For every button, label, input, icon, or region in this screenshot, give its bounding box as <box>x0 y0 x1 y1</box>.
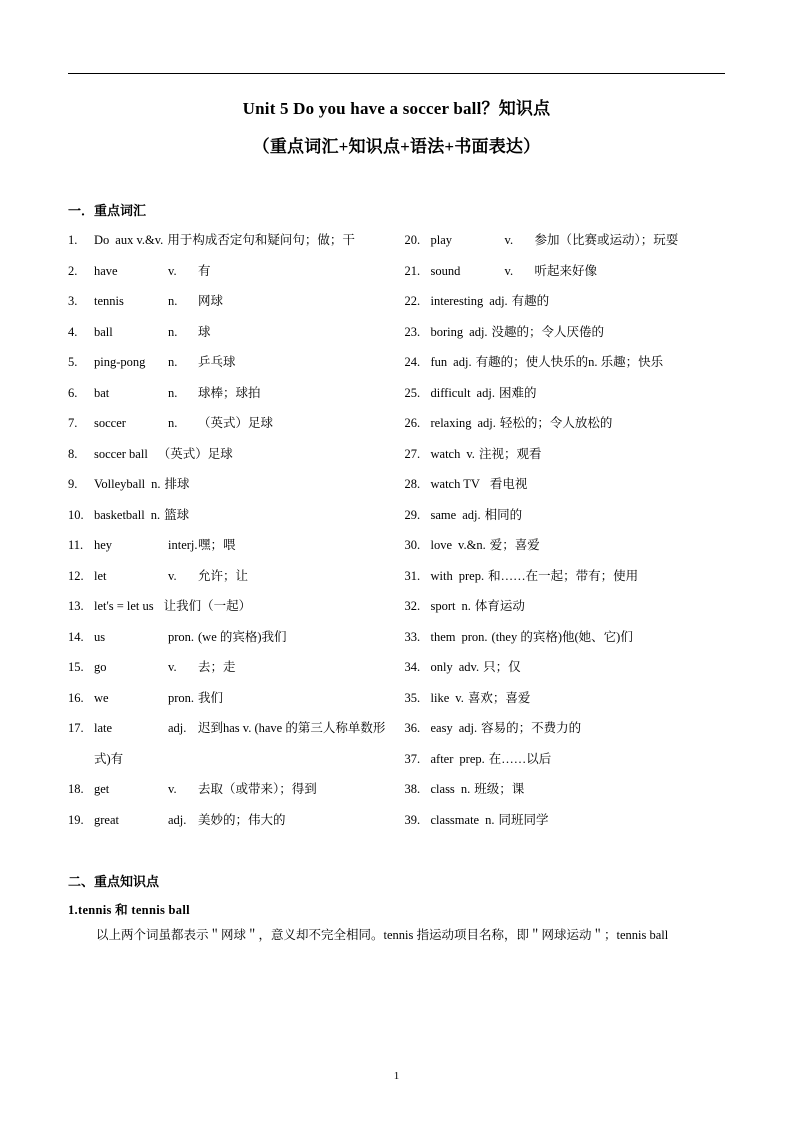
vocabulary-entry-part-of-speech: adj. <box>458 721 478 735</box>
vocabulary-entry-part-of-speech: prep. <box>458 568 485 583</box>
vocabulary-entry-word: after <box>430 751 454 766</box>
vocabulary-entry-word: sport <box>430 599 456 613</box>
vocabulary-entry-part-of-speech: n. <box>168 324 178 339</box>
vocabulary-entry <box>405 256 726 287</box>
vocabulary-entry-word: we <box>94 690 109 705</box>
vocabulary-entry-number: 5. <box>68 355 78 369</box>
vocabulary-entry-word: hey <box>94 538 113 552</box>
vocabulary-entry-body <box>94 225 397 256</box>
vocabulary-entry-part-of-speech: n. <box>150 507 161 522</box>
vocabulary-entry <box>68 530 397 561</box>
vocabulary-entry-meaning: 同班同学 <box>498 812 549 827</box>
vocabulary-entry-number: 23. <box>404 324 421 339</box>
vocabulary-entry-meaning: 听起来好像 <box>534 263 598 278</box>
vocabulary-entry-meaning: 有趣的 <box>511 294 550 308</box>
vocabulary-entry-body <box>94 500 397 531</box>
vocabulary-entry-meaning: 轻松的；令人放松的 <box>499 416 613 430</box>
vocabulary-entry-body <box>431 683 726 714</box>
vocabulary-entry <box>68 622 397 653</box>
vocabulary-entry-body <box>431 652 726 683</box>
vocabulary-entry-meaning: 迟到has v. (have 的第三人称单数形式)有 <box>94 721 386 766</box>
vocabulary-entry-meaning: 相同的 <box>484 507 523 522</box>
vocabulary-entry-meaning: 美妙的；伟大的 <box>198 812 286 827</box>
vocabulary-entry-part-of-speech: v. <box>168 660 177 674</box>
vocabulary-entry-body <box>431 805 726 836</box>
vocabulary-entry-word: relaxing <box>430 416 472 430</box>
vocabulary-entry-word: us <box>94 629 106 644</box>
vocabulary-entry-word: only <box>430 660 453 674</box>
vocabulary-entry-body <box>431 591 726 622</box>
page-number: 1 <box>393 1070 400 1082</box>
subsection-heading-tennis: 1.tennis 和 tennis ball <box>68 903 190 917</box>
vocabulary-entry-word: Do <box>94 233 110 247</box>
vocabulary-entry-meaning: 体育运动 <box>474 599 525 613</box>
vocabulary-entry-body <box>94 347 397 378</box>
vocabulary-entry-body <box>431 774 726 805</box>
vocabulary-entry <box>405 591 726 622</box>
vocabulary-entry-word: Volleyball <box>94 477 146 491</box>
vocabulary-entry-part-of-speech: adj. <box>477 416 496 430</box>
vocabulary-entry-part-of-speech: v. <box>455 690 464 705</box>
vocabulary-entry <box>68 439 397 470</box>
vocabulary-entry <box>68 286 397 317</box>
vocabulary-entry-part-of-speech: n. <box>460 782 471 796</box>
vocabulary-entry-word: classmate <box>430 812 480 827</box>
vocabulary-entry <box>68 317 397 348</box>
vocabulary-entry-body <box>431 439 726 470</box>
page-title-line-2: （重点词汇+知识点+语法+书面表达） <box>252 137 541 156</box>
vocabulary-entry-body <box>94 561 397 592</box>
vocabulary-entry-body <box>431 713 726 744</box>
vocabulary-entry-number: 4. <box>68 324 78 339</box>
vocabulary-entry-part-of-speech: v. <box>504 263 514 278</box>
vocabulary-entry-body <box>94 378 397 409</box>
vocabulary-entry-meaning: 排球 <box>164 477 190 491</box>
vocabulary-entry <box>68 561 397 592</box>
vocabulary-entry-word: late <box>94 721 113 735</box>
vocabulary-entry-part-of-speech: pron. <box>168 629 195 644</box>
vocabulary-entry-number: 2. <box>68 263 78 278</box>
vocabulary-entry-meaning: 球棒；球拍 <box>198 385 261 400</box>
vocabulary-entry-number: 15. <box>68 660 84 674</box>
vocabulary-entry-meaning: 班级；课 <box>474 782 525 796</box>
vocabulary-entry-word: get <box>94 782 110 796</box>
vocabulary-entry-part-of-speech: pron. <box>168 690 195 705</box>
vocabulary-entry-number: 33. <box>404 629 421 644</box>
vocabulary-entry-part-of-speech: v. <box>168 568 177 583</box>
vocabulary-entry-number: 16. <box>68 690 84 705</box>
vocabulary-entry-body <box>94 805 397 836</box>
vocabulary-entry-word: boring <box>430 324 464 339</box>
vocabulary-entry-number: 35. <box>404 690 421 705</box>
vocabulary-entry-part-of-speech: n. <box>168 385 178 400</box>
vocabulary-entry-number: 6. <box>68 385 78 400</box>
vocabulary-entry-part-of-speech: n. <box>151 477 161 491</box>
vocabulary-entry-number: 29. <box>404 507 421 522</box>
vocabulary-entry-meaning: 看电视 <box>489 477 528 491</box>
vocabulary-entry-word: ping-pong <box>94 355 146 369</box>
vocabulary-entry-word: fun <box>430 355 448 369</box>
vocabulary-entry-number: 17. <box>68 721 84 735</box>
vocabulary-entry <box>405 500 726 531</box>
vocabulary-entry-part-of-speech: adj. <box>469 324 488 339</box>
vocabulary-entry-number: 10. <box>68 507 84 522</box>
vocabulary-entry <box>68 683 397 714</box>
vocabulary-entry <box>405 652 726 683</box>
vocabulary-entry-part-of-speech: adj. <box>462 507 481 522</box>
vocabulary-entry-word: ball <box>94 324 113 339</box>
vocabulary-entry <box>405 683 726 714</box>
vocabulary-entry-number: 22. <box>404 294 421 308</box>
vocabulary-entry-word: go <box>94 660 107 674</box>
vocabulary-entry-part-of-speech: adj. <box>489 294 508 308</box>
vocabulary-entry-part-of-speech: v. <box>466 446 475 461</box>
vocabulary-entry <box>405 408 726 439</box>
vocabulary-entry-body <box>94 622 397 653</box>
vocabulary-entry-part-of-speech: prep. <box>459 751 485 766</box>
vocabulary-entry-meaning: 允许；让 <box>198 568 249 583</box>
vocabulary-entry-part-of-speech: v.&n. <box>458 538 486 552</box>
vocabulary-column-right <box>397 225 726 835</box>
vocabulary-entry-meaning: 在……以后 <box>488 751 552 766</box>
vocabulary-entry-meaning: 有 <box>198 263 211 278</box>
vocabulary-entry-number: 34. <box>404 660 421 674</box>
vocabulary-entry-word: with <box>430 568 453 583</box>
vocabulary-entry-part-of-speech: n. <box>168 294 178 308</box>
vocabulary-entry <box>68 500 397 531</box>
vocabulary-entry <box>68 378 397 409</box>
vocabulary-entry-body <box>94 713 397 774</box>
vocabulary-entry-meaning: 没趣的；令人厌倦的 <box>491 324 605 339</box>
vocabulary-entry-word: difficult <box>430 385 471 400</box>
vocabulary-entry <box>405 805 726 836</box>
vocabulary-entry-word: sound <box>430 263 461 278</box>
vocabulary-entry <box>68 652 397 683</box>
vocabulary-entry <box>405 530 726 561</box>
section-heading-key-points: 二、重点知识点 <box>68 874 160 889</box>
vocabulary-entry-number: 12. <box>68 568 84 583</box>
vocabulary-entry <box>405 225 726 256</box>
vocabulary-entry-number: 7. <box>68 416 78 430</box>
vocabulary-entry-number: 9. <box>68 477 78 491</box>
vocabulary-entry-number: 25. <box>404 385 421 400</box>
vocabulary-entry-part-of-speech: adj. <box>453 355 472 369</box>
vocabulary-entry <box>405 744 726 775</box>
vocabulary-entry-meaning: 去取（或带来）；得到 <box>198 782 317 796</box>
vocabulary-entry-body <box>94 652 397 683</box>
vocabulary-entry-body <box>431 256 726 287</box>
vocabulary-entry-word: soccer <box>94 416 126 430</box>
vocabulary-entry-meaning: （英式）足球 <box>157 446 233 461</box>
vocabulary-entry-body <box>94 439 397 470</box>
vocabulary-entry-word: let's = let us <box>94 599 154 613</box>
section-heading-vocabulary: 一．重点词汇 <box>68 203 147 218</box>
vocabulary-entry <box>405 622 726 653</box>
vocabulary-entry-word: have <box>94 263 118 278</box>
vocabulary-entry-meaning: 乒乓球 <box>198 355 236 369</box>
vocabulary-entry-part-of-speech: n. <box>485 812 495 827</box>
vocabulary-entry-meaning: 嘿；喂 <box>198 538 236 552</box>
vocabulary-entry <box>405 713 726 744</box>
vocabulary-entry-part-of-speech: adj. <box>168 812 187 827</box>
vocabulary-entry-part-of-speech: aux v.&v. <box>115 233 164 247</box>
paragraph-tennis-explanation: 以上两个词虽都表示＂网球＂，意义却不完全相同。tennis 指运动项目名称，即＂网球运动＂；tennis ball <box>96 928 669 942</box>
vocabulary-entry-body <box>94 469 397 500</box>
vocabulary-columns <box>68 225 725 835</box>
vocabulary-column-left <box>68 225 397 835</box>
vocabulary-entry-word: like <box>430 690 450 705</box>
vocabulary-entry-part-of-speech: n. <box>168 416 178 430</box>
vocabulary-entry-body <box>431 286 726 317</box>
vocabulary-entry-body <box>94 408 397 439</box>
vocabulary-entry-body <box>431 225 726 256</box>
vocabulary-entry-part-of-speech: v. <box>168 263 177 278</box>
vocabulary-entry-meaning: 用于构成否定句和疑问句；做；干 <box>167 233 355 247</box>
vocabulary-entry-meaning: 让我们（一起） <box>163 599 252 613</box>
vocabulary-entry <box>405 347 726 378</box>
vocabulary-entry-meaning: 参加（比赛或运动）；玩耍 <box>534 233 679 247</box>
vocabulary-entry-word: them <box>430 629 456 644</box>
vocabulary-entry-number: 28. <box>404 477 421 491</box>
vocabulary-entry-part-of-speech: n. <box>168 355 178 369</box>
vocabulary-entry-body <box>431 378 726 409</box>
vocabulary-entry-meaning: 容易的；不费力的 <box>481 721 582 735</box>
vocabulary-entry-body <box>431 469 726 500</box>
vocabulary-entry-body <box>94 683 397 714</box>
vocabulary-entry-word: watch <box>430 446 461 461</box>
vocabulary-entry-body <box>431 500 726 531</box>
vocabulary-entry-meaning: 我们 <box>198 690 224 705</box>
vocabulary-entry-word: interesting <box>430 294 484 308</box>
vocabulary-entry-number: 32. <box>404 599 421 613</box>
vocabulary-entry-number: 8. <box>68 446 78 461</box>
vocabulary-entry-number: 39. <box>404 812 421 827</box>
page-title-line-1: Unit 5 Do you have a soccer ball？知识点 <box>242 99 551 118</box>
vocabulary-entry-word: soccer ball <box>94 446 148 461</box>
vocabulary-entry-meaning: 篮球 <box>164 507 190 522</box>
vocabulary-entry-meaning: 球 <box>198 324 211 339</box>
vocabulary-entry-body <box>94 591 397 622</box>
vocabulary-entry-part-of-speech: v. <box>504 233 514 247</box>
vocabulary-entry-body <box>431 622 726 653</box>
vocabulary-entry-meaning: （英式）足球 <box>198 416 274 430</box>
vocabulary-entry-part-of-speech: adv. <box>458 660 480 674</box>
vocabulary-entry-number: 3. <box>68 294 78 308</box>
vocabulary-entry-meaning: 有趣的；使人快乐的n. 乐趣；快乐 <box>475 355 664 369</box>
vocabulary-entry-meaning: 去；走 <box>198 660 236 674</box>
vocabulary-entry <box>405 378 726 409</box>
vocabulary-entry-meaning: 喜欢；喜爱 <box>467 690 531 705</box>
vocabulary-entry-word: watch TV <box>430 477 480 491</box>
vocabulary-entry-part-of-speech: pron. <box>461 629 488 644</box>
vocabulary-entry-body <box>431 744 726 775</box>
vocabulary-entry <box>405 286 726 317</box>
vocabulary-entry-body <box>94 530 397 561</box>
vocabulary-entry-meaning: 困难的 <box>498 385 537 400</box>
vocabulary-entry-word: play <box>430 233 453 247</box>
vocabulary-entry-meaning: 和……在一起；带有；使用 <box>488 568 639 583</box>
vocabulary-entry-number: 37. <box>404 751 421 766</box>
vocabulary-entry-word: class <box>430 782 455 796</box>
vocabulary-entry <box>405 561 726 592</box>
vocabulary-entry <box>68 805 397 836</box>
vocabulary-entry-word: tennis <box>94 294 124 308</box>
vocabulary-entry-number: 30. <box>404 538 421 552</box>
vocabulary-entry-part-of-speech: interj. <box>168 538 198 552</box>
vocabulary-entry-part-of-speech: adj. <box>168 721 187 735</box>
vocabulary-entry-number: 36. <box>404 721 421 735</box>
vocabulary-entry <box>405 774 726 805</box>
vocabulary-entry-number: 13. <box>68 599 84 613</box>
vocabulary-entry <box>68 774 397 805</box>
vocabulary-entry <box>68 408 397 439</box>
vocabulary-entry-part-of-speech: n. <box>461 599 471 613</box>
vocabulary-entry-word: same <box>430 507 457 522</box>
vocabulary-entry <box>68 713 397 774</box>
vocabulary-entry-meaning: 网球 <box>198 294 224 308</box>
vocabulary-entry-word: bat <box>94 385 110 400</box>
vocabulary-entry-word: great <box>94 812 119 827</box>
vocabulary-entry-body <box>431 408 726 439</box>
vocabulary-entry <box>405 317 726 348</box>
vocabulary-entry <box>68 347 397 378</box>
vocabulary-entry-number: 24. <box>404 355 421 369</box>
vocabulary-entry-part-of-speech: adj. <box>476 385 495 400</box>
vocabulary-entry-number: 1. <box>68 233 78 247</box>
vocabulary-entry-body <box>431 347 726 378</box>
vocabulary-entry-body <box>94 774 397 805</box>
vocabulary-entry-meaning: 注视；观看 <box>478 446 542 461</box>
vocabulary-entry-part-of-speech: v. <box>168 782 177 796</box>
vocabulary-entry-word: love <box>430 538 453 552</box>
vocabulary-entry-number: 19. <box>68 812 84 827</box>
vocabulary-entry-body <box>94 256 397 287</box>
vocabulary-entry-word: easy <box>430 721 453 735</box>
vocabulary-entry <box>68 256 397 287</box>
vocabulary-entry <box>68 469 397 500</box>
vocabulary-entry-word: basketball <box>94 507 145 522</box>
vocabulary-entry <box>405 469 726 500</box>
vocabulary-entry-body <box>431 317 726 348</box>
document-body <box>68 92 725 950</box>
vocabulary-entry-number: 27. <box>404 446 421 461</box>
vocabulary-entry-body <box>94 286 397 317</box>
vocabulary-entry-meaning: 只；仅 <box>483 660 521 674</box>
vocabulary-entry-number: 31. <box>404 568 421 583</box>
vocabulary-entry-meaning: (we 的宾格)我们 <box>198 629 287 644</box>
vocabulary-entry-number: 38. <box>404 782 421 796</box>
vocabulary-entry-number: 20. <box>404 233 421 247</box>
vocabulary-entry <box>68 225 397 256</box>
vocabulary-entry-body <box>431 561 726 592</box>
vocabulary-entry-number: 21. <box>404 263 421 278</box>
vocabulary-entry <box>68 591 397 622</box>
header-divider <box>68 73 725 74</box>
vocabulary-entry-number: 11. <box>68 538 84 552</box>
vocabulary-entry-number: 26. <box>404 416 421 430</box>
vocabulary-entry-body <box>94 317 397 348</box>
vocabulary-entry <box>405 439 726 470</box>
vocabulary-entry-number: 14. <box>68 629 84 644</box>
vocabulary-entry-body <box>431 530 726 561</box>
vocabulary-entry-number: 18. <box>68 782 84 796</box>
vocabulary-entry-meaning: 爱；喜爱 <box>489 538 540 552</box>
vocabulary-entry-meaning: (they 的宾格)他(她、它)们 <box>491 629 633 644</box>
vocabulary-entry-word: let <box>94 568 107 583</box>
